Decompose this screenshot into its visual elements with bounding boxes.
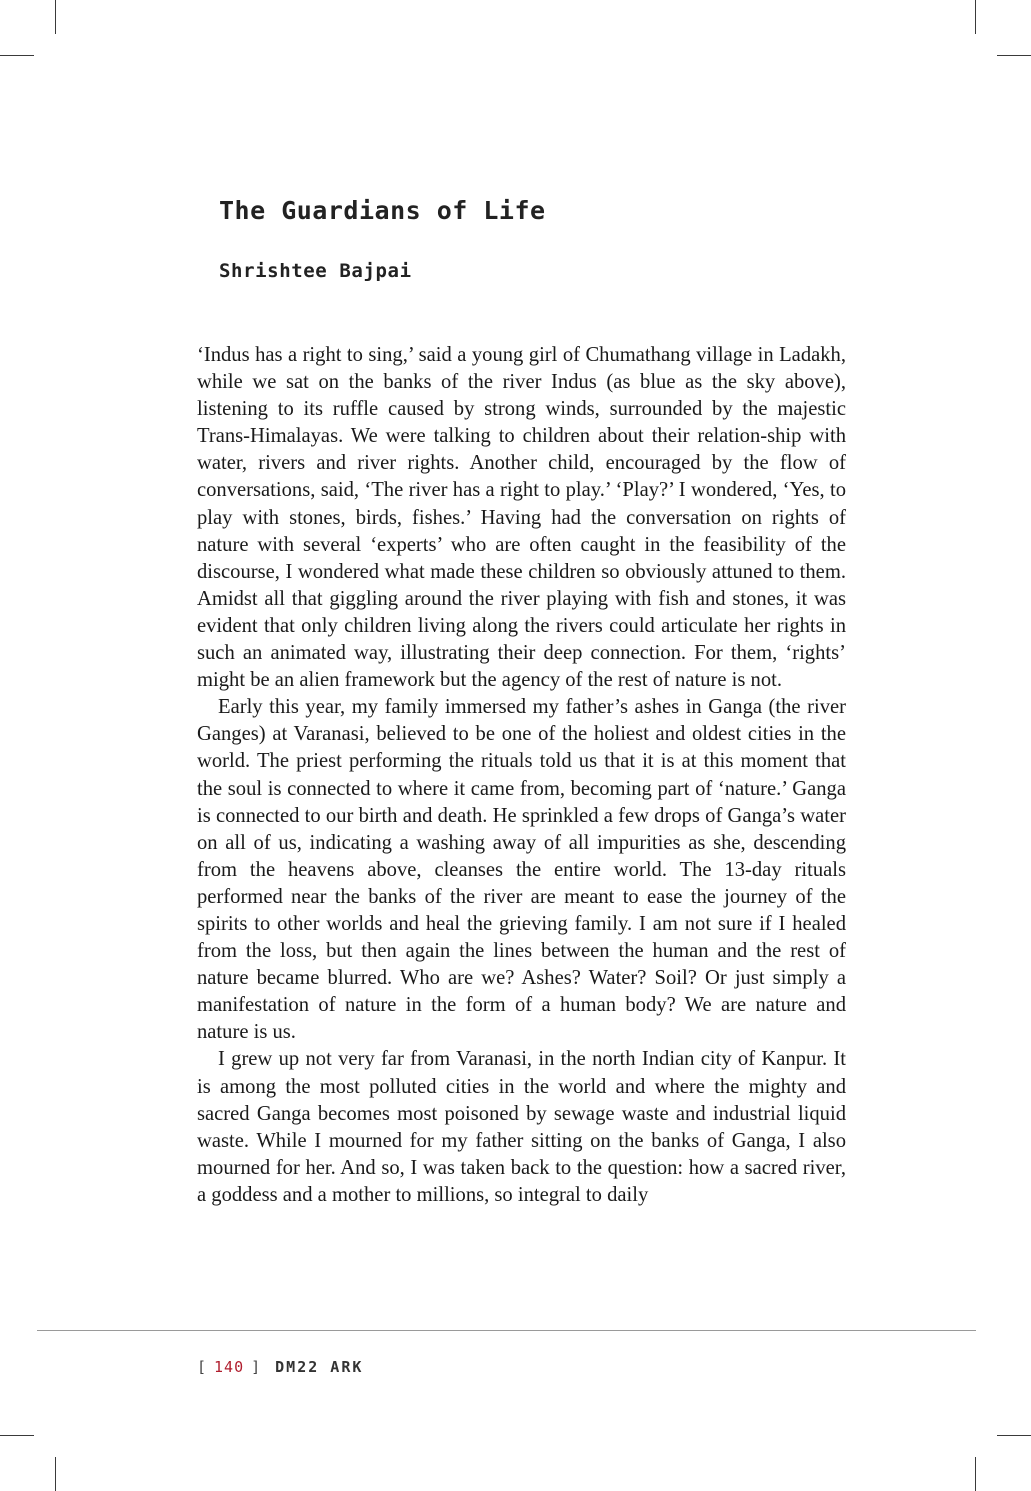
article-title: The Guardians of Life: [219, 196, 546, 225]
crop-mark: [975, 1457, 976, 1491]
footer-divider: [37, 1330, 976, 1331]
crop-mark: [0, 55, 34, 56]
crop-mark: [997, 1435, 1031, 1436]
crop-mark: [997, 55, 1031, 56]
crop-mark: [55, 0, 56, 34]
page-footer: [197, 1358, 363, 1376]
article-author: Shrishtee Bajpai: [219, 260, 412, 282]
bracket-close: ]: [251, 1358, 262, 1376]
journal-name: DM22 ARK: [275, 1358, 364, 1376]
body-paragraph: ‘Indus has a right to sing,’ said a young girl of Chumathang village in Ladakh, while we sat on the banks of the river Indus (as blue as the sky above), listening to its ruffle caused by strong winds, surrounded by the majestic Trans-Himalayas. We were talking to children about their relation-ship with water, rivers and river rights. Another child, encouraged by the flow of conversations, said, ‘The river has a right to play.’ ‘Play?’ I wondered, ‘Yes, to play with stones, birds, fishes.’ Having had the conversation on rights of nature with several ‘experts’ who are often caught in the feasibility of the discourse, I wondered what made these children so obviously attuned to them. Amidst all that giggling around the river playing with fish and stones, it was evident that only children living along the rivers could articulate her rights in such an animated way, illustrating their deep connection. For them, ‘rights’ might be an alien framework but the agency of the rest of nature is not.: [197, 344, 846, 692]
crop-mark: [55, 1457, 56, 1491]
page-number: 140: [214, 1358, 245, 1376]
body-paragraph: Early this year, my family immersed my father’s ashes in Ganga (the river Ganges) at Varanasi, believed to be one of the holiest and oldest cities in the world. The priest performing the rituals told us that it is at this moment that the soul is connected to where it came from, becoming part of ‘nature.’ Ganga is connected to our birth and death. He sprinkled a few drops of Ganga’s water on all of us, indicating a washing away of all impurities as she, descending from the heavens above, cleanses the entire world. The 13-day rituals performed near the banks of the river are meant to ease the journey of the spirits to other worlds and heal the grieving family. I am not sure if I healed from the loss, but then again the lines between the human and the rest of nature became blurred. Who are we? Ashes? Water? Soil? Or just simply a manifestation of nature in the form of a human body? We are nature and nature is us.: [197, 696, 846, 1044]
body-paragraph: I grew up not very far from Varanasi, in the north Indian city of Kanpur. It is among the most polluted cities in the world and where the mighty and sacred Ganga becomes most poisoned by sewage waste and industrial liquid waste. While I mourned for my father sitting on the banks of Ganga, I also mourned for her. And so, I was taken back to the question: how a sacred river, a goddess and a mother to millions, so integral to daily: [197, 1048, 846, 1206]
article-body: [197, 342, 846, 1209]
crop-mark: [975, 0, 976, 34]
bracket-open: [: [197, 1358, 208, 1376]
crop-mark: [0, 1435, 34, 1436]
